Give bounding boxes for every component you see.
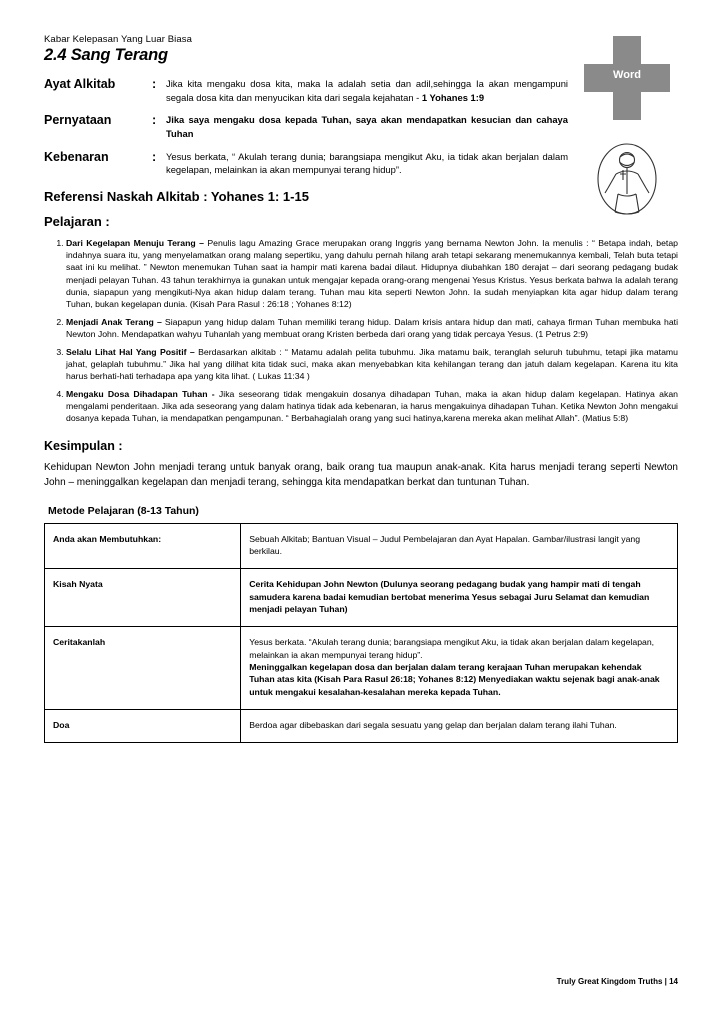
lesson-body: Siapapun yang hidup dalam Tuhan memiliki terang hidup. Dalam krisis antara hidup dan mati, cahaya firman Tuhan membuka hati Newton John. Mendapatkan wahyu Tuhanlah yang membuat orang Kristen berbeda dari orang yang tidak percaya Yesus. (1 Petrus 2:9) [66, 316, 678, 340]
jesus-illustration-icon [590, 140, 664, 218]
table-row [45, 523, 678, 569]
definition-text: Jika saya mengaku dosa kepada Tuhan, saya akan mendapatkan kesucian dan cahaya Tuhan [166, 114, 568, 139]
definition-label: Pernyataan [44, 113, 112, 128]
table-row [45, 569, 678, 627]
lesson-body: Berdasarkan alkitab : “ Matamu adalah pelita tubuhmu. Jika matamu baik, teranglah seluruh tubuhmu, tetapi jika matamu jahat, gelaplah tubuhmu.” Jika hal yang dilihat kita tidak suci, maka akan menyebabkan kita kehilangan terang dan jatuh dalam kegelapan. Karena itu kita harus berhati-hati terhadapa apa yang kita lihat. ( Lukas 11:34 ) [66, 346, 678, 382]
conclusion-heading: Kesimpulan : [44, 438, 123, 453]
conclusion-text: Kehidupan Newton John menjadi terang untuk banyak orang, baik orang tua maupun anak-anak. Kita harus menjadi terang seperti Newton John – meninggalkan kegelapan dan menjadi terang, sehingga kita mendapatkan berkat dan tuntunan Tuhan. [44, 461, 678, 489]
method-body-paragraph-1: Yesus berkata. “Akulah terang dunia; barangsiapa mengikut Aku, ia tidak akan berjalan dalam kegelapan, melainkan ia akan mempunyai terang hidup”. [249, 637, 655, 660]
method-title: Metode Pelajaran (8-13 Tahun) [48, 504, 199, 517]
page-footer: Truly Great Kingdom Truths | 14 [556, 977, 678, 986]
lesson-heading: Pelajaran : [44, 213, 110, 229]
lesson-body: Jika seseorang tidak mengakuin dosanya dihadapan Tuhan, maka ia akan hidup dalam kegelapan. Hatinya akan mengalami penderitaan. Jika ada seseorang yang dalam hatinya tidak ada kebenaran, ia harus mengakuinya dihadapan Tuhan. Ketika Newton John mengakui dosanya kepada Tuhan, ia mendapatkan pengampunan. “ Berbahagialah orang yang suci hatinya,karena mereka akan melihat Allah”. (Matius 5:8) [66, 388, 678, 424]
definition-text-main: Jika kita mengaku dosa kita, maka Ia adalah setia dan adil,sehingga Ia akan mengampuni segala dosa kita dan menyucikan kita dari segala kejahatan - [166, 78, 568, 103]
definition-row-pernyataan [44, 113, 678, 140]
definition-label: Ayat Alkitab [44, 77, 116, 91]
definition-colon: : [152, 113, 157, 128]
lesson-lead: Dari Kegelapan Menuju Terang – [66, 237, 208, 248]
definitions-block [44, 77, 678, 177]
list-item [66, 237, 678, 311]
lesson-lead: Selalu Lihat Hal Yang Positif – [66, 346, 199, 357]
lesson-lead: Menjadi Anak Terang – [66, 316, 165, 327]
method-label-cell: Ceritakanlah [45, 627, 241, 710]
lesson-body: Penulis lagu Amazing Grace merupakan orang Inggris yang bernama Newton John. Ia menulis : “ Betapa indah, betap indahnya suara itu, yang menyelamatkan orang malang sepertiku, yang dahulu pernah hilang arah tetapi sekarang menemukannya kembali, Telah buta tetapi saat ini ku melihat. ” Newton menemukan Tuhan saat ia hampir mati karena badai dilaut. Hidupnya diubahkan 180 derajat – dari seorang pedagang budak menjadi pelayan Tuhan. 43 tahun terakhirnya ia gunakan untuk mengajar kepada orang-orang mengenai Yesus Kristus. Yesus berkata bahwa Ia adalah terang dunia, siapapun yang mengikuti-Nya akan hidup dalam terang. Tuhan mau kita seperti Newton John. Ia sudah menyiapkan kita agar hidup dalam terang Tuhan, bukan kegelapan dunia. (Kisah Para Rasul : 26:18 ; Yohanes 8:12) [66, 237, 678, 310]
method-body-paragraph-2: Meninggalkan kegelapan dosa dan berjalan dalam terang kerajaan Tuhan merupakan kehendak Tuhan atas kita (Kisah Para Rasul 26:18; Yohanes 8:12) Menyediakan waktu sejenak bagi anak-anak untuk mengakui kesalahan-kesalahan mereka kepada Tuhan. [249, 661, 660, 697]
series-title: Kabar Kelepasan Yang Luar Biasa [44, 34, 192, 45]
method-body-cell: Berdoa agar dibebaskan dari segala sesuatu yang gelap dan berjalan dalam terang ilahi Tuhan. [241, 710, 678, 743]
definition-row-kebenaran [44, 150, 678, 177]
table-row [45, 710, 678, 743]
definition-label: Kebenaran [44, 149, 109, 164]
definition-colon: : [152, 77, 157, 91]
method-table [44, 523, 678, 744]
lesson-lead: Mengaku Dosa Dihadapan Tuhan - [66, 388, 219, 399]
cross-icon [584, 36, 670, 120]
list-item [66, 316, 678, 341]
definition-row-ayat-alkitab [44, 77, 678, 104]
definition-text: Yesus berkata, “ Akulah terang dunia; barangsiapa mengikut Aku, ia tidak akan berjalan dalam kegelapan, melainkan ia akan mempunyai terang hidup”. [166, 150, 568, 176]
table-row [45, 627, 678, 710]
definition-colon: : [152, 149, 157, 164]
page-title: 2.4 Sang Terang [44, 46, 168, 64]
method-label-cell: Kisah Nyata [45, 569, 241, 627]
method-body-cell: Sebuah Alkitab; Bantuan Visual – Judul Pembelajaran dan Ayat Hapalan. Gambar/ilustrasi langit yang berkilau. [241, 523, 678, 569]
bible-reference-line: Referensi Naskah Alkitab : Yohanes 1: 1-15 [44, 188, 309, 204]
cross-label: Word [613, 69, 641, 81]
method-label-cell: Doa [45, 710, 241, 743]
method-body-cell: Cerita Kehidupan John Newton (Dulunya seorang pedagang budak yang hampir mati di tengah samudera karena badai kemudian bertobat menerima Yesus sebagai Juru Selamat dan kemudian menjadi pelayan Tuhan) [241, 569, 678, 627]
list-item [66, 388, 678, 425]
lesson-list [44, 237, 678, 425]
definition-text-reference: 1 Yohanes 1:9 [421, 91, 485, 103]
method-label-cell: Anda akan Membutuhkan: [45, 523, 241, 569]
method-body-cell [241, 627, 678, 710]
list-item [66, 346, 678, 383]
